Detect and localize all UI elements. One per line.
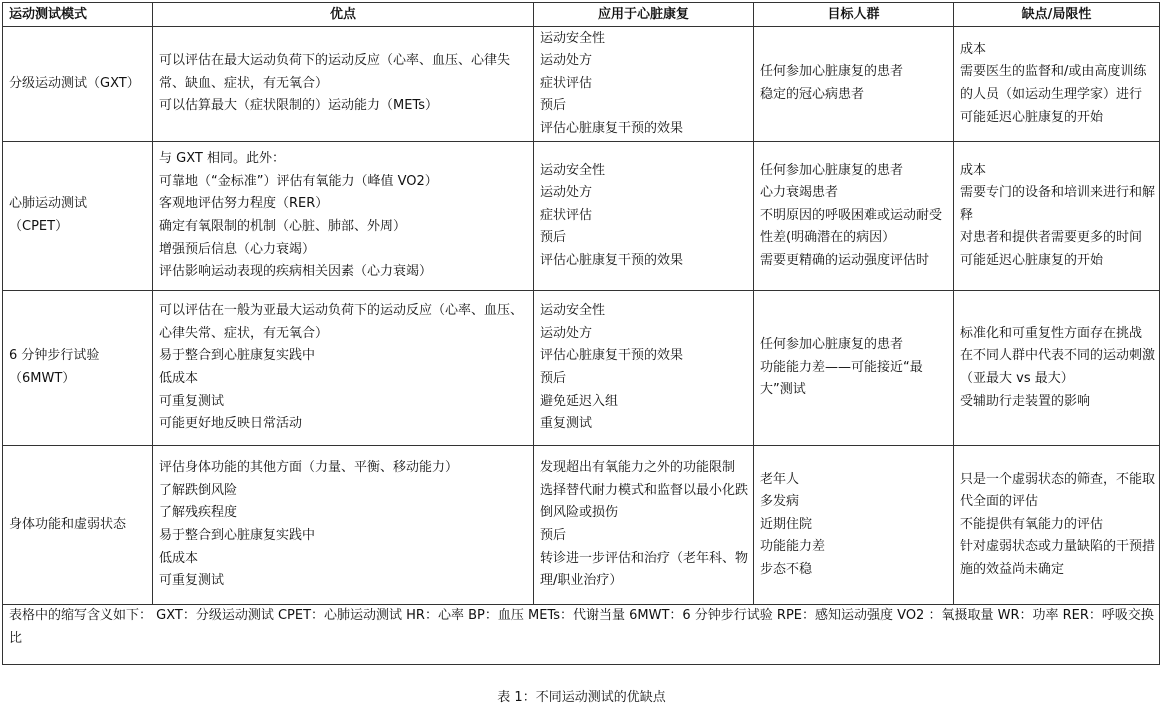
- cell-line: 预后: [540, 528, 567, 543]
- cell-line: 运动处方: [540, 53, 593, 69]
- cell-line: 受辅助行走装置的影响: [960, 393, 1091, 409]
- cell-line: 了解残疾程度: [159, 505, 238, 521]
- cell-line: 可以估算最大（症状限制的）运动能力（METs）: [159, 98, 438, 114]
- advantages-cell: [153, 142, 534, 291]
- cell-line: 症状评估: [540, 207, 593, 223]
- cell-line: 功能能力差: [760, 539, 826, 555]
- cell-line: 运动安全性: [540, 30, 606, 46]
- population-cell: [754, 27, 954, 142]
- applications-cell: [534, 446, 754, 605]
- cell-line: 心力衰竭患者: [760, 185, 839, 201]
- cell-line: 不能提供有氧能力的评估: [960, 516, 1104, 532]
- cell-line: 分级运动测试（GXT）: [9, 75, 140, 91]
- mode-cell: [3, 27, 153, 142]
- cell-line: 低成本: [159, 550, 199, 566]
- cell-line: 多发病: [760, 494, 800, 510]
- cell-line: 老年人: [760, 471, 800, 487]
- cell-line: 评估影响运动表现的疾病相关因素（心力衰竭）: [159, 264, 433, 280]
- mode-cell: [3, 291, 153, 446]
- cell-line: 症状评估: [540, 75, 593, 91]
- cell-line: 任何参加心脏康复的患者: [760, 337, 904, 353]
- cell-line: 可能更好地反映日常活动: [159, 416, 303, 432]
- abbreviation-footnote: 表格中的缩写含义如下： GXT：分级运动测试 CPET：心肺运动测试 HR：心率 BP：血压 METs：代谢当量 6MWT：6 分钟步行试验 RPE：感知运动强度 VO2 ：氧摄取量 WR：功率 RER：呼吸交换比: [3, 605, 1160, 665]
- cell-line: 运动处方: [540, 325, 593, 341]
- cell-line: 可以评估在一般为亚最大运动负荷下的运动反应（心率、血压、心律失常、症状，有无氧合）: [159, 303, 524, 341]
- cell-line: 可能延迟心脏康复的开始: [960, 109, 1104, 125]
- header-advantages: 优点: [153, 3, 534, 27]
- limitations-cell: [954, 142, 1160, 291]
- header-applications: 应用于心脏康复: [534, 3, 754, 27]
- cell-line: 预后: [540, 371, 567, 386]
- cell-line: 对患者和提供者需要更多的时间: [960, 230, 1143, 246]
- limitations-cell: [954, 291, 1160, 446]
- cell-line: 心肺运动测试: [9, 196, 88, 212]
- cell-line: 低成本: [159, 371, 199, 386]
- table-row: [3, 291, 1160, 446]
- cell-line: 运动安全性: [540, 303, 606, 319]
- advantages-cell: [153, 27, 534, 142]
- cell-line: 与 GXT 相同。此外：: [159, 151, 285, 167]
- table-body: [3, 27, 1160, 665]
- cell-line: 可能延迟心脏康复的开始: [960, 252, 1104, 268]
- cell-line: 成本: [960, 41, 987, 57]
- limitations-cell: [954, 27, 1160, 142]
- header-mode: 运动测试模式: [3, 3, 153, 27]
- table-row: [3, 446, 1160, 605]
- population-cell: [754, 446, 954, 605]
- cell-line: 增强预后信息（心力衰竭）: [159, 241, 316, 257]
- cell-line: 确定有氧限制的机制（心脏、肺部、外周）: [159, 219, 407, 234]
- cell-line: （6MWT）: [9, 371, 76, 386]
- cell-line: 预后: [540, 230, 567, 246]
- cell-line: 客观地评估努力程度（RER）: [159, 196, 329, 212]
- table-row: [3, 27, 1160, 142]
- footnote-row: [3, 605, 1160, 665]
- cell-line: 评估心脏康复干预的效果: [540, 252, 684, 268]
- cell-line: 身体功能和虚弱状态: [9, 516, 127, 532]
- cell-line: 步态不稳: [760, 561, 813, 577]
- population-cell: [754, 291, 954, 446]
- cell-line: 重复测试: [540, 416, 593, 432]
- cell-line: 需要医生的监督和/或由高度训练的人员（如运动生理学家）进行: [960, 64, 1147, 102]
- cell-line: 易于整合到心脏康复实践中: [159, 348, 316, 364]
- cell-line: 可靠地（“金标准”）评估有氧能力（峰值 VO2）: [159, 173, 438, 189]
- cell-line: 标准化和可重复性方面存在挑战: [960, 325, 1143, 341]
- cell-line: 近期住院: [760, 516, 813, 532]
- header-limitations: 缺点/局限性: [954, 3, 1160, 27]
- applications-cell: [534, 291, 754, 446]
- applications-cell: [534, 27, 754, 142]
- cell-line: 任何参加心脏康复的患者: [760, 64, 904, 80]
- advantages-cell: [153, 291, 534, 446]
- cell-line: 评估心脏康复干预的效果: [540, 120, 684, 136]
- cell-line: 可重复测试: [159, 393, 225, 409]
- cell-line: 成本: [960, 162, 987, 178]
- cell-line: 运动安全性: [540, 162, 606, 178]
- cell-line: 了解跌倒风险: [159, 482, 238, 498]
- cell-line: 需要更精确的运动强度评估时: [760, 252, 930, 268]
- cell-line: 任何参加心脏康复的患者: [760, 162, 904, 178]
- mode-cell: [3, 142, 153, 291]
- cell-line: 只是一个虚弱状态的筛查，不能取代全面的评估: [960, 471, 1156, 510]
- cell-line: 可重复测试: [159, 573, 225, 589]
- cell-line: （CPET）: [9, 219, 69, 234]
- applications-cell: [534, 142, 754, 291]
- cell-line: 需要专门的设备和培训来进行和解释: [960, 185, 1156, 223]
- cell-line: 6 分钟步行试验: [9, 348, 100, 364]
- header-population: 目标人群: [754, 3, 954, 27]
- limitations-cell: [954, 446, 1160, 605]
- cell-line: 转诊进一步评估和治疗（老年科、物理/职业治疗）: [540, 550, 749, 589]
- table-caption: 表 1：不同运动测试的优缺点: [497, 690, 666, 705]
- mode-cell: [3, 446, 153, 605]
- cell-line: 评估心脏康复干预的效果: [540, 348, 684, 364]
- cell-line: 评估身体功能的其他方面（力量、平衡、移动能力）: [159, 460, 459, 476]
- population-cell: [754, 142, 954, 291]
- cell-line: 运动处方: [540, 185, 593, 201]
- cell-line: 避免延迟入组: [540, 393, 619, 409]
- cell-line: 在不同人群中代表不同的运动刺激（亚最大 vs 最大）: [960, 348, 1156, 386]
- table-header-row: [3, 3, 1160, 27]
- cell-line: 可以评估在最大运动负荷下的运动反应（心率、血压、心律失常、缺血、症状，有无氧合）: [159, 53, 511, 91]
- cell-line: 功能能力差——可能接近“最大”测试: [760, 359, 923, 398]
- comparison-table: [2, 2, 1160, 665]
- cell-line: 发现超出有氧能力之外的功能限制: [540, 460, 736, 476]
- table-row: [3, 142, 1160, 291]
- cell-line: 针对虚弱状态或力量缺陷的干预措施的效益尚未确定: [960, 539, 1156, 577]
- cell-line: 易于整合到心脏康复实践中: [159, 528, 316, 543]
- cell-line: 预后: [540, 98, 567, 114]
- advantages-cell: [153, 446, 534, 605]
- cell-line: 稳定的冠心病患者: [760, 87, 865, 102]
- cell-line: 不明原因的呼吸困难或运动耐受性差(明确潜在的病因）: [760, 207, 943, 246]
- cell-line: 选择替代耐力模式和监督以最小化跌倒风险或损伤: [540, 482, 749, 521]
